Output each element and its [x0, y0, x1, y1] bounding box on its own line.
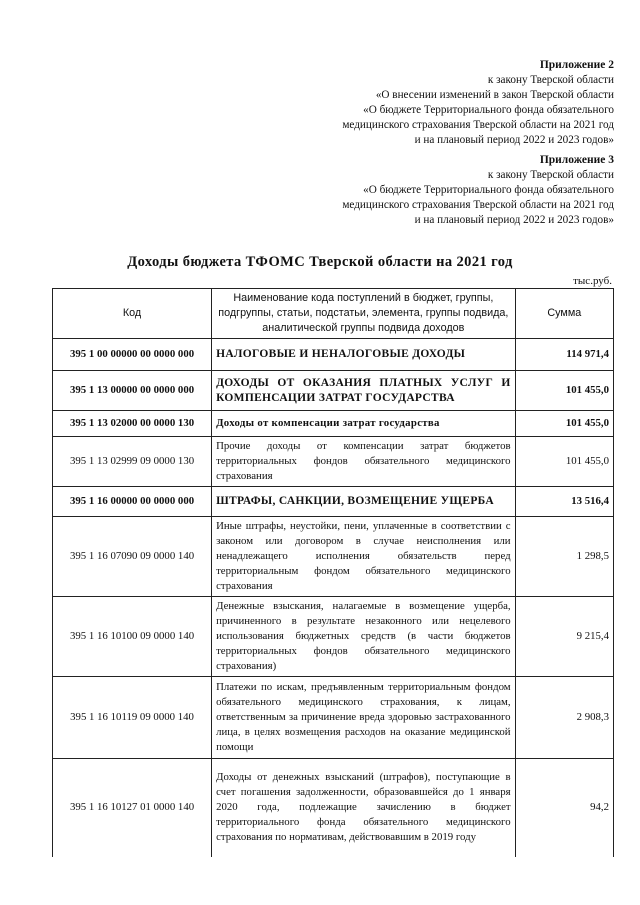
row-code: 395 1 13 00000 00 0000 000	[53, 371, 212, 411]
row-code: 395 1 16 10100 09 0000 140	[53, 597, 212, 677]
header-sum: Сумма	[515, 289, 613, 339]
row-name: Иные штрафы, неустойки, пени, уплаченные в соответствии с законом или договором в случае неисполнения или ненадлежащего исполнения обязательств перед территориальным фондом обязательного медицинского страхования	[212, 517, 516, 597]
row-code: 395 1 13 02999 09 0000 130	[53, 437, 212, 487]
appendix-3-heading: Приложение 3	[539, 154, 614, 166]
row-sum: 114 971,4	[515, 339, 613, 371]
table-row	[53, 411, 614, 437]
appendix-3-line: медицинского страхования Тверской области на 2021 год	[342, 199, 614, 211]
table-row	[53, 487, 614, 517]
row-name: Доходы от денежных взысканий (штрафов), поступающие в счет погашения задолженности, образовавшейся до 1 января 2020 года, подлежащие зачислению в бюджет территориального фонда обязательного медицинского страхования по нормативам, действовавшим в 2019 году	[212, 759, 516, 857]
appendix-2-line: «О внесении изменений в закон Тверской области	[375, 89, 614, 101]
row-code: 395 1 00 00000 00 0000 000	[53, 339, 212, 371]
row-name: ШТРАФЫ, САНКЦИИ, ВОЗМЕЩЕНИЕ УЩЕРБА	[212, 487, 516, 517]
row-name: Прочие доходы от компенсации затрат бюджетов территориальных фондов обязательного медицинского страхования	[212, 437, 516, 487]
row-name: НАЛОГОВЫЕ И НЕНАЛОГОВЫЕ ДОХОДЫ	[212, 339, 516, 371]
row-sum: 101 455,0	[515, 437, 613, 487]
appendix-3-block	[342, 153, 614, 228]
row-sum: 101 455,0	[515, 411, 613, 437]
table-row	[53, 677, 614, 759]
page-title: Доходы бюджета ТФОМС Тверской области на 2021 год	[127, 254, 513, 270]
appendix-2-block	[342, 58, 614, 148]
appendix-2-heading: Приложение 2	[539, 59, 614, 71]
appendix-2-line: и на плановый период 2022 и 2023 годов»	[414, 134, 614, 146]
row-sum: 101 455,0	[515, 371, 613, 411]
row-sum: 13 516,4	[515, 487, 613, 517]
row-name: Доходы от компенсации затрат государства	[212, 411, 516, 437]
row-name: Платежи по искам, предъявленным территориальным фондом обязательного медицинского страхования, к лицам, ответственным за причинение вреда здоровью застрахованного лица, в целях возмещения расходов на оказание медицинской помощи	[212, 677, 516, 759]
appendix-2-line: «О бюджете Территориального фонда обязательного	[363, 104, 614, 116]
table-row	[53, 759, 614, 857]
row-code: 395 1 13 02000 00 0000 130	[53, 411, 212, 437]
table-row	[53, 597, 614, 677]
row-name: Денежные взыскания, налагаемые в возмещение ущерба, причиненного в результате незаконного или нецелевого использования бюджетных средств (в части бюджетов территориальных фондов обязательного медицинского страхования)	[212, 597, 516, 677]
table-row	[53, 437, 614, 487]
appendix-2-line: медицинского страхования Тверской области на 2021 год	[342, 119, 614, 131]
row-code: 395 1 16 10127 01 0000 140	[53, 759, 212, 857]
table-row	[53, 371, 614, 411]
header-name: Наименование кода поступлений в бюджет, группы, подгруппы, статьи, подстатьи, элемента, группы подвида, аналитической группы подвида доходов	[212, 289, 516, 339]
row-name: ДОХОДЫ ОТ ОКАЗАНИЯ ПЛАТНЫХ УСЛУГ И КОМПЕНСАЦИИ ЗАТРАТ ГОСУДАРСТВА	[212, 371, 516, 411]
appendix-3-line: «О бюджете Территориального фонда обязательного	[363, 184, 614, 196]
revenue-table	[52, 288, 614, 857]
units-label: тыс.руб.	[573, 275, 612, 287]
appendix-3-line: к закону Тверской области	[487, 169, 614, 181]
table-row	[53, 517, 614, 597]
row-code: 395 1 16 07090 09 0000 140	[53, 517, 212, 597]
row-code: 395 1 16 10119 09 0000 140	[53, 677, 212, 759]
table-row	[53, 339, 614, 371]
appendix-3-line: и на плановый период 2022 и 2023 годов»	[414, 214, 614, 226]
appendix-2-line: к закону Тверской области	[487, 74, 614, 86]
header-code: Код	[53, 289, 212, 339]
row-sum: 2 908,3	[515, 677, 613, 759]
row-sum: 1 298,5	[515, 517, 613, 597]
row-sum: 9 215,4	[515, 597, 613, 677]
row-code: 395 1 16 00000 00 0000 000	[53, 487, 212, 517]
table-header-row	[53, 289, 614, 339]
row-sum: 94,2	[515, 759, 613, 857]
